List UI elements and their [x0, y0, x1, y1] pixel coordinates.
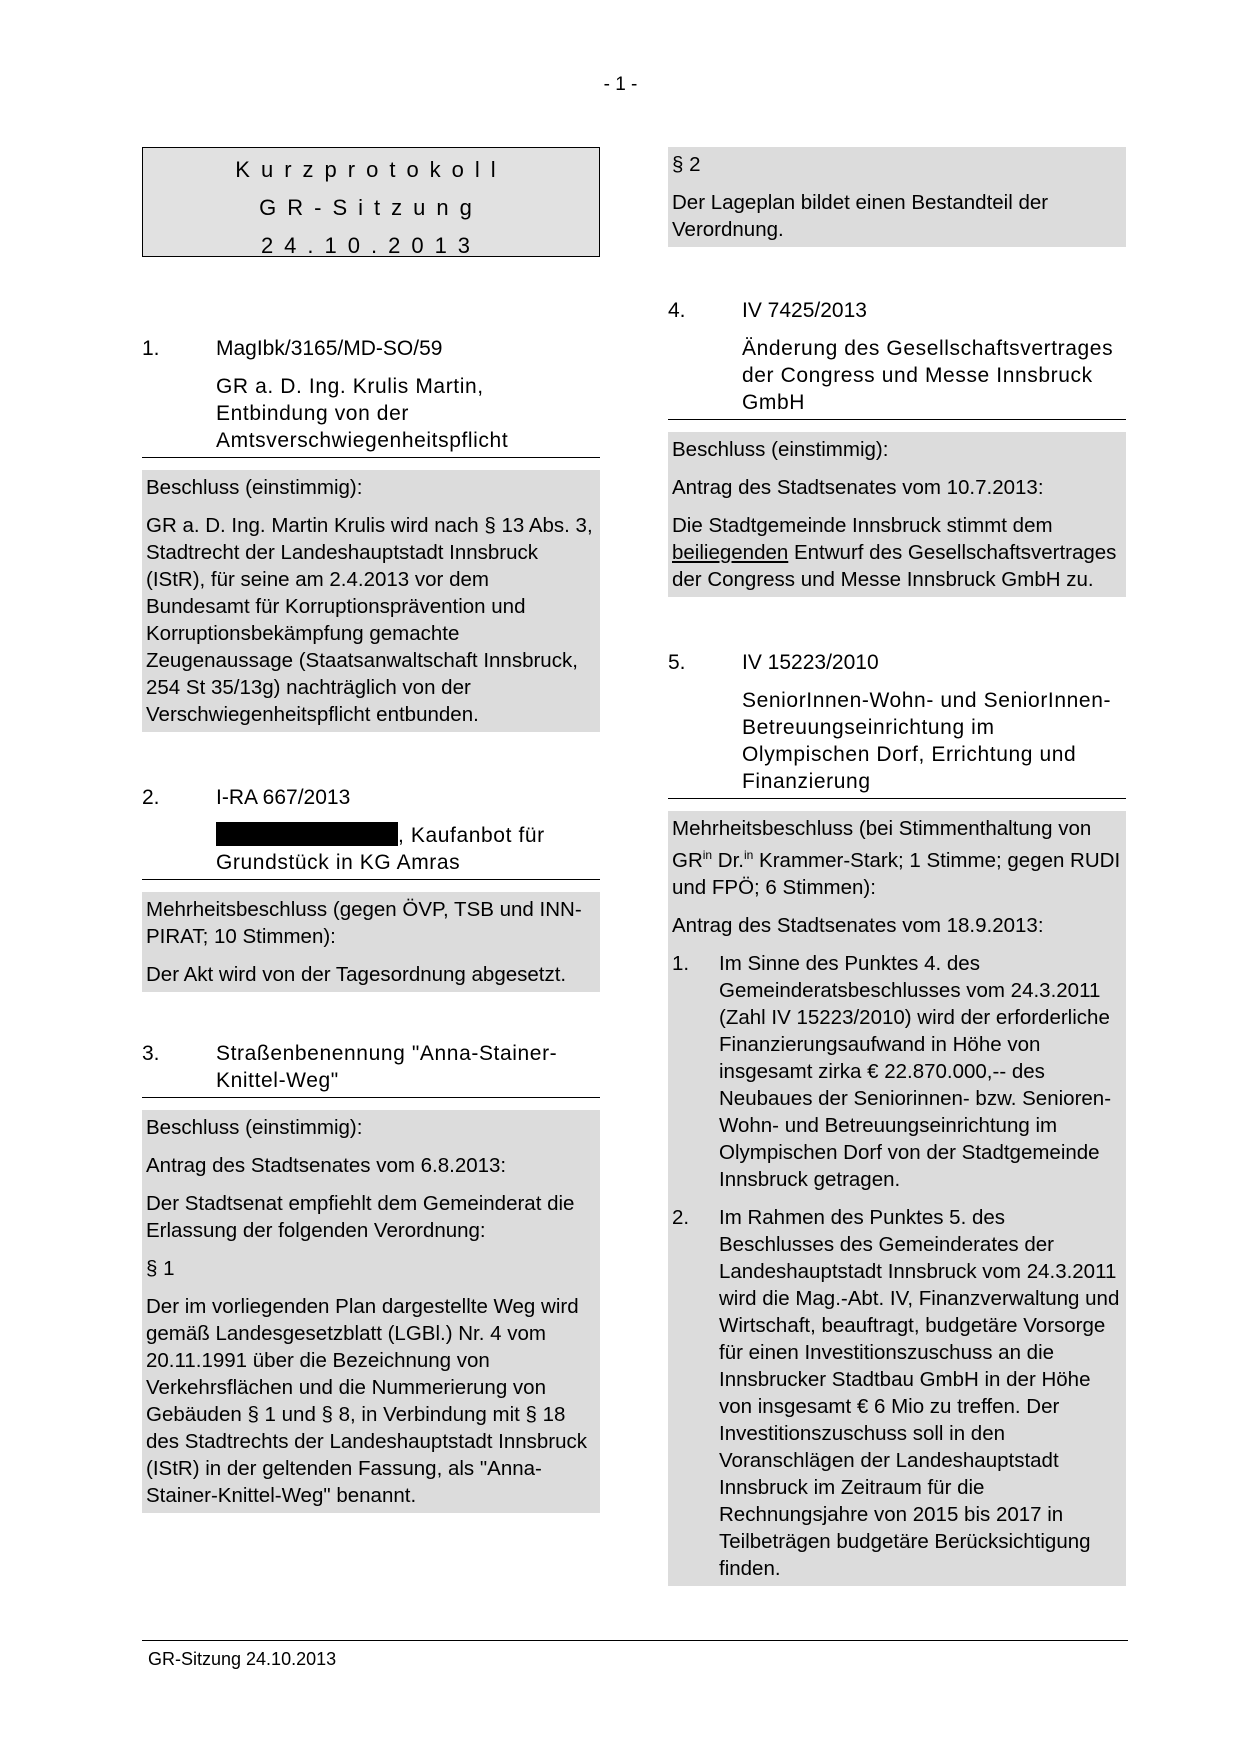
item-2-head	[142, 784, 600, 811]
decision-text: Der Stadtsenat empfiehlt dem Gemeinderat die Erlassung der folgenden Verordnung:	[146, 1192, 575, 1242]
list-item-text: Im Sinne des Punktes 4. des Gemeinderatsbeschlusses vom 24.3.2011 (Zahl IV 15223/2010) wird der erforderliche Finanzierungsaufwand in Höhe von insgesamt zirka € 22.870.000,-- des Neubaues der Seniorinnen- bzw. Senioren-Wohn- und Betreuungseinrichtung im Olympischen Dorf von der Stadtgemeinde Innsbruck getragen.	[719, 951, 1112, 1191]
item-ref: IV 7425/2013	[742, 299, 867, 322]
decision-text-b: Entwurf des Gesellschaftsvertrages der Congress und Messe Innsbruck GmbH zu.	[672, 541, 1117, 591]
decision-text-a: Die Stadtgemeinde Innsbruck stimmt dem	[672, 514, 1053, 537]
paragraph-2-box	[668, 147, 1126, 247]
footer-text: GR-Sitzung 24.10.2013	[148, 1649, 337, 1669]
item-subject: Änderung des Gesellschaftsvertrages der Congress und Messe Innsbruck GmbH	[742, 337, 1114, 414]
item-5	[668, 649, 1126, 1586]
decision-box	[142, 892, 600, 992]
title-box	[142, 147, 600, 257]
right-column	[668, 147, 1126, 1586]
footer-divider	[142, 1640, 1128, 1641]
title-line-3: 24.10.2013	[260, 233, 482, 258]
list-item-text: Im Rahmen des Punktes 5. des Beschlusses des Gemeinderates der Landeshauptstadt Innsbruck vom 24.3.2011 wird die Mag.-Abt. IV, Finanzverwaltung und Wirtschaft, beauftragt, budgetäre Vorsorge für einen Investitionszuschuss an die Innsbrucker Stadtbau GmbH in der Höhe von insgesamt € 6 Mio zu treffen. Der Investitionszuschuss soll in den Voranschlägen der Landeshauptstadt Innsbruck im Zeitraum für die Rechnungsjahre von 2015 bis 2017 in Teilbeträgen budgetäre Berücksichtigung finden.	[719, 1205, 1120, 1580]
item-number: 5.	[668, 651, 686, 674]
list-item	[672, 950, 1122, 1193]
item-number: 2.	[142, 786, 160, 809]
item-divider	[142, 1097, 600, 1098]
underlined-word: beiliegenden	[672, 541, 789, 564]
list-item-number: 2.	[672, 1205, 690, 1229]
antrag-text: Antrag des Stadtsenates vom 10.7.2013:	[672, 476, 1044, 499]
decision-text: Der Akt wird von der Tagesordnung abgesetzt.	[146, 963, 567, 986]
item-subject: GR a. D. Ing. Krulis Martin, Entbindung von der Amtsverschwiegenheitspflicht	[216, 375, 509, 452]
item-divider	[142, 879, 600, 880]
item-ref: IV 15223/2010	[742, 651, 879, 674]
item-ref: Straßenbenennung "Anna-Stainer-Knittel-Weg"	[216, 1042, 558, 1092]
item-ref: MagIbk/3165/MD-SO/59	[216, 337, 443, 360]
list-item-number: 1.	[672, 951, 690, 975]
decision-label: Beschluss (einstimmig):	[146, 1116, 363, 1139]
decision-box	[668, 432, 1126, 597]
decision-label: Mehrheitsbeschluss (gegen ÖVP, TSB und INN-PIRAT; 10 Stimmen):	[146, 898, 582, 948]
page-number: - 1 -	[603, 74, 638, 95]
redaction-bar	[216, 822, 398, 846]
item-3	[142, 1040, 600, 1513]
item-number: 1.	[142, 337, 160, 360]
paragraph-1-text: Der im vorliegenden Plan dargestellte Weg wird gemäß Landesgesetzblatt (LGBl.) Nr. 4 vom 20.11.1991 über die Bezeichnung von Verkehrsflächen und die Nummerierung von Gebäuden § 1 und § 8, in Verbindung mit § 18 des Stadtrechts der Landeshauptstadt Innsbruck (IStR) in der geltenden Fassung, als "Anna-Stainer-Knittel-Weg" benannt.	[146, 1295, 588, 1507]
item-5-head	[668, 649, 1126, 676]
decision-label-c: Krammer-Stark; 1 Stimme; gegen RUDI und FPÖ; 6 Stimmen):	[672, 848, 1121, 899]
decision-label: Beschluss (einstimmig):	[146, 476, 363, 499]
list-item	[672, 1204, 1122, 1582]
item-subject	[216, 822, 600, 876]
decision-label	[672, 815, 1122, 901]
superscript-in: in	[744, 848, 754, 862]
superscript-in: in	[702, 848, 713, 862]
decision-label: Beschluss (einstimmig):	[672, 438, 889, 461]
item-subject: SeniorInnen-Wohn- und SeniorInnen-Betreuungseinrichtung im Olympischen Dorf, Errichtung und Finanzierung	[742, 689, 1112, 793]
antrag-text: Antrag des Stadtsenates vom 6.8.2013:	[146, 1154, 507, 1177]
decision-box	[142, 470, 600, 732]
item-divider	[668, 419, 1126, 420]
decision-text: GR a. D. Ing. Martin Krulis wird nach § 13 Abs. 3, Stadtrecht der Landeshauptstadt Innsbruck (IStR), für seine am 2.4.2013 vor dem Bundesamt für Korruptionsprävention und Korruptionsbekämpfung gemachte Zeugenaussage (Staatsanwaltschaft Innsbruck, 254 St 35/13g) nachträglich von der Verschwiegenheitspflicht entbunden.	[146, 514, 593, 726]
antrag-text: Antrag des Stadtsenates vom 18.9.2013:	[672, 913, 1044, 937]
item-divider	[142, 457, 600, 458]
decision-box	[668, 811, 1126, 1586]
item-1	[142, 335, 600, 732]
item-4	[668, 297, 1126, 597]
item-number: 3.	[142, 1042, 160, 1065]
left-column	[142, 147, 600, 1513]
decision-box	[142, 1110, 600, 1513]
decision-label-a: Mehrheitsbeschluss (bei Stimmenthaltung von GR	[672, 817, 1092, 872]
title-line-2: GR-Sitzung	[259, 195, 483, 220]
item-4-head	[668, 297, 1126, 324]
decision-label-b: Dr.	[717, 848, 744, 872]
title-line-1: Kurzprotokoll	[235, 157, 507, 182]
item-1-head	[142, 335, 600, 362]
item-3-head	[142, 1040, 600, 1094]
paragraph-1-label: § 1	[146, 1257, 175, 1280]
item-ref: I-RA 667/2013	[216, 786, 351, 809]
item-number: 4.	[668, 299, 686, 322]
paragraph-2-text: Der Lageplan bildet einen Bestandteil der Verordnung.	[672, 191, 1049, 241]
decision-text	[672, 512, 1122, 593]
item-divider	[668, 798, 1126, 799]
paragraph-2-label: § 2	[672, 153, 701, 176]
item-subject-text: , Kaufanbot für Grundstück in KG Amras	[216, 824, 545, 874]
item-2	[142, 784, 600, 992]
